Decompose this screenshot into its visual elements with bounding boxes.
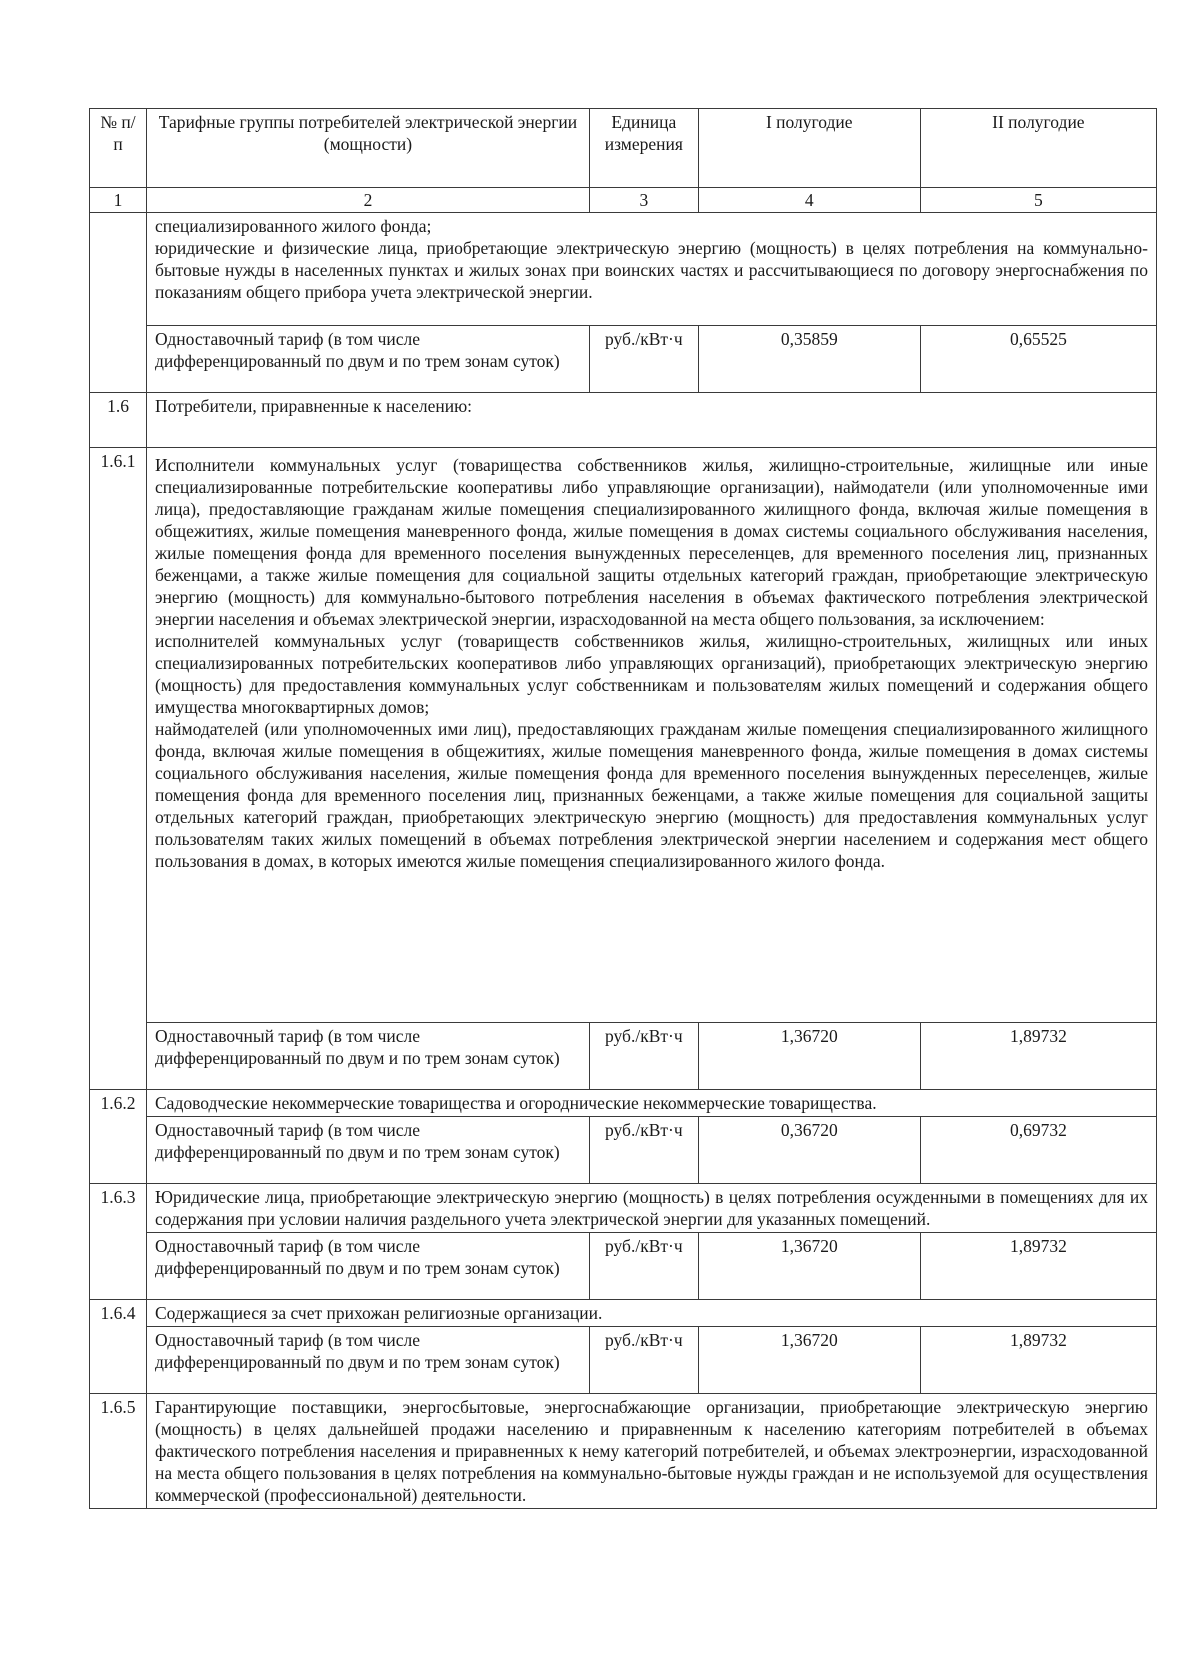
second-half-value: 1,89732 [920, 1327, 1156, 1394]
column-index: 5 [920, 188, 1156, 213]
group-description: Садоводческие некоммерческие товарищества и огороднические некоммерческие товарищества. [147, 1090, 1157, 1117]
first-half-value: 0,35859 [698, 326, 920, 393]
column-index: 3 [589, 188, 698, 213]
first-half-value: 0,36720 [698, 1117, 920, 1184]
table-header-row [90, 109, 1157, 188]
row-number: 1.6.1 [90, 448, 147, 1090]
table-row [90, 1327, 1157, 1394]
first-half-value: 1,36720 [698, 1023, 920, 1090]
header-unit: Единица измерения [589, 109, 698, 188]
column-index: 1 [90, 188, 147, 213]
group-description-line: Исполнители коммунальных услуг (товарищества собственников жилья, жилищно-строительные, жилищные или иные специализированные потребительские кооперативы либо управляющие организации), наймодатели (или уполномоченные ими лица), предоставляющие гражданам жилые помещения специализированного жилищного фонда, включая жилые помещения в общежитиях, жилые помещения маневренного фонда, жилые помещения в домах системы социального обслуживания населения, жилые помещения фонда для временного поселения вынужденных переселенцев, для временного поселения лиц, признанных беженцами, а также жилые помещения для социальной защиты отдельных категорий граждан, приобретающие электрическую энергию (мощность) для коммунально-бытового потребления населения в объемах фактического потребления электрической энергии населения и объемах электрической энергии, израсходованной на места общего пользования, за исключением: [155, 455, 1148, 629]
tariff-label: Одноставочный тариф (в том числе дифференцированный по двум и по трем зонам суток) [147, 326, 590, 393]
unit-cell: руб./кВт·ч [589, 1233, 698, 1300]
row-number: 1.6.5 [90, 1394, 147, 1509]
group-description: Юридические лица, приобретающие электрическую энергию (мощность) в целях потребления осужденными в помещениях для их содержания при условии наличия раздельного учета электрической энергии для указанных помещений. [147, 1184, 1157, 1233]
header-second-half: II полугодие [920, 109, 1156, 188]
column-index: 2 [147, 188, 590, 213]
row-number: 1.6.3 [90, 1184, 147, 1300]
row-number: 1.6.4 [90, 1300, 147, 1394]
row-number: 1.6.2 [90, 1090, 147, 1184]
group-description-line: исполнителей коммунальных услуг (товариществ собственников жилья, жилищно-строительных, жилищных или иных специализированных потребительских кооперативов либо управляющих организаций), приобретающих электрическую энергию (мощность) для предоставления коммунальных услуг собственникам и пользователям жилых помещений и содержания общего имущества многоквартирных домов; [155, 631, 1148, 717]
row-number: 1.6 [90, 393, 147, 448]
tariff-table [89, 108, 1157, 1509]
header-num: № п/п [90, 109, 147, 188]
group-description: Гарантирующие поставщики, энергосбытовые, энергоснабжающие организации, приобретающие электрическую энергию (мощность) в целях дальнейшей продажи населению и приравненным к населению категориям потребителей в объемах фактического потребления населения и приравненных к нему категорий потребителей, и объемах электроэнергии, израсходованной на места общего пользования в целях потребления на коммунально-бытовые нужды граждан и не используемой для осуществления коммерческой (профессиональной) деятельности. [147, 1394, 1157, 1509]
unit-cell: руб./кВт·ч [589, 1023, 698, 1090]
unit-cell: руб./кВт·ч [589, 1117, 698, 1184]
group-description-line: наймодателей (или уполномоченных ими лиц), предоставляющих гражданам жилые помещения специализированного жилищного фонда, включая жилые помещения в общежитиях, жилые помещения маневренного фонда, жилые помещения в домах системы социального обслуживания населения, жилые помещения фонда для временного поселения вынужденных переселенцев, жилые помещения фонда для временного поселения лиц, признанных беженцами, а также жилые помещения для социальной защиты отдельных категорий граждан, приобретающих электрическую энергию (мощность) для предоставления коммунальных услуг пользователям таких жилых помещений в объемах потребления электрической энергии населением и содержания мест общего пользования в домах, в которых имеются жилые помещения специализированного жилого фонда. [155, 719, 1148, 871]
table-row [90, 213, 1157, 326]
tariff-label: Одноставочный тариф (в том числе дифференцированный по двум и по трем зонам суток) [147, 1023, 590, 1090]
table-row [90, 448, 1157, 1023]
first-half-value: 1,36720 [698, 1327, 920, 1394]
second-half-value: 1,89732 [920, 1233, 1156, 1300]
group-description: Потребители, приравненные к населению: [147, 393, 1157, 448]
tariff-label: Одноставочный тариф (в том числе дифференцированный по двум и по трем зонам суток) [147, 1117, 590, 1184]
table-row [90, 326, 1157, 393]
table-row [90, 1117, 1157, 1184]
header-first-half: I полугодие [698, 109, 920, 188]
second-half-value: 0,69732 [920, 1117, 1156, 1184]
second-half-value: 1,89732 [920, 1023, 1156, 1090]
second-half-value: 0,65525 [920, 326, 1156, 393]
first-half-value: 1,36720 [698, 1233, 920, 1300]
tariff-label: Одноставочный тариф (в том числе дифференцированный по двум и по трем зонам суток) [147, 1233, 590, 1300]
tariff-label: Одноставочный тариф (в том числе дифференцированный по двум и по трем зонам суток) [147, 1327, 590, 1394]
column-index-row [90, 188, 1157, 213]
unit-cell: руб./кВт·ч [589, 1327, 698, 1394]
row-number [90, 213, 147, 393]
group-description [147, 213, 1157, 326]
table-row [90, 1184, 1157, 1233]
table-row [90, 1233, 1157, 1300]
table-row [90, 1300, 1157, 1327]
group-description [147, 448, 1157, 1023]
group-description-line: юридические и физические лица, приобретающие электрическую энергию (мощность) в целях потребления на коммунально-бытовые нужды в населенных пунктах и жилых зонах при воинских частях и рассчитывающиеся по договору энергоснабжения по показаниям общего прибора учета электрической энергии. [155, 238, 1148, 302]
group-description: Содержащиеся за счет прихожан религиозные организации. [147, 1300, 1157, 1327]
group-description-line: специализированного жилого фонда; [155, 216, 432, 236]
table-row [90, 393, 1157, 448]
unit-cell: руб./кВт·ч [589, 326, 698, 393]
table-row [90, 1090, 1157, 1117]
header-group: Тарифные группы потребителей электрической энергии (мощности) [147, 109, 590, 188]
column-index: 4 [698, 188, 920, 213]
table-row [90, 1394, 1157, 1509]
table-row [90, 1023, 1157, 1090]
